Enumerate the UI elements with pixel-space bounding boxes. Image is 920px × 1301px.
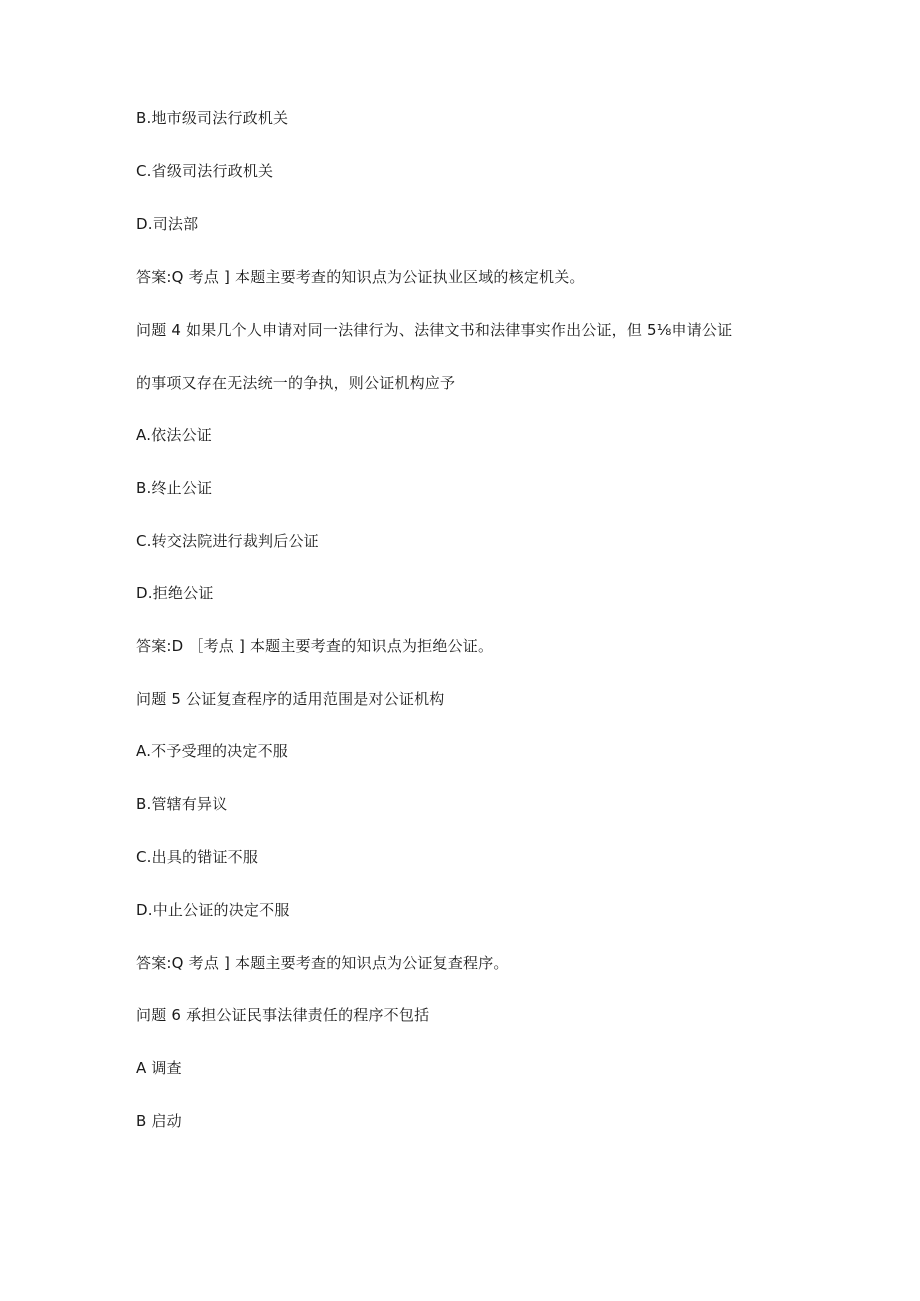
option-line: A.依法公证 [136,426,212,444]
answer-line: 答案:Q 考点 ] 本题主要考查的知识点为公证复查程序。 [136,954,509,972]
answer-line: 答案:Q 考点 ] 本题主要考查的知识点为公证执业区域的核定机关。 [136,268,585,286]
question-line: 问题 6 承担公证民事法律责任的程序不包括 [136,1006,430,1024]
answer-line: 答案:D ［考点 ] 本题主要考查的知识点为拒绝公证。 [136,637,494,655]
option-line: C.转交法院进行裁判后公证 [136,532,319,550]
question-line: 问题 4 如果几个人申请对同一法律行为、法律文书和法律事实作出公证，但 5⅛申请公证 [136,321,733,339]
option-line: A.不予受理的决定不服 [136,742,288,760]
option-line: D.司法部 [136,215,199,233]
option-line: B.终止公证 [136,479,213,497]
option-line: D.中止公证的决定不服 [136,901,290,919]
option-line: C.出具的错证不服 [136,848,259,866]
option-line: B.地市级司法行政机关 [136,109,289,127]
question-line-continued: 的事项又存在无法统一的争执，则公证机构应予 [136,374,456,392]
option-line: C.省级司法行政机关 [136,162,274,180]
option-line: B 启动 [136,1112,182,1130]
option-line: A 调查 [136,1059,182,1077]
option-line: D.拒绝公证 [136,584,214,602]
option-line: B.管辖有异议 [136,795,228,813]
question-line: 问题 5 公证复查程序的适用范围是对公证机构 [136,690,445,708]
